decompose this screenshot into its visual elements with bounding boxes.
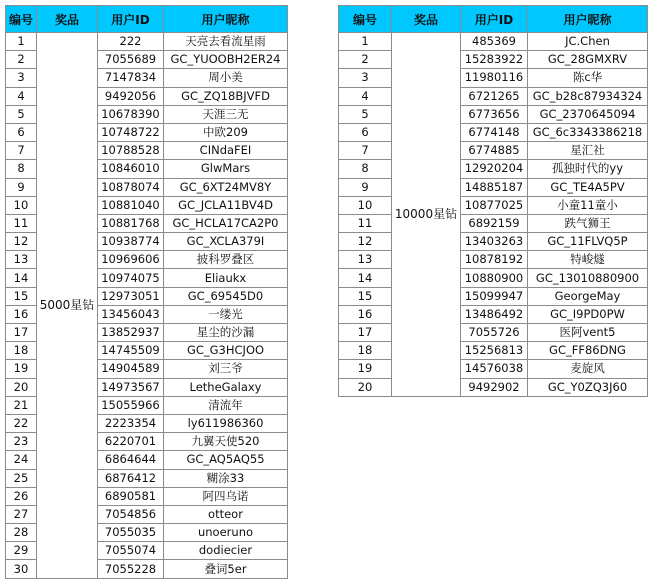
nickname-cell: 糊涂33: [164, 469, 288, 487]
row-number: 12: [339, 233, 392, 251]
nickname-cell: otteor: [164, 505, 288, 523]
row-number: 23: [6, 433, 37, 451]
header-user-id: 用户ID: [98, 6, 164, 33]
user-id-cell: 11980116: [461, 69, 528, 87]
row-number: 8: [339, 160, 392, 178]
user-id-cell: 6864644: [98, 451, 164, 469]
user-id-cell: 6220701: [98, 433, 164, 451]
table-row: [339, 305, 648, 323]
row-number: 3: [339, 69, 392, 87]
user-id-cell: 10878192: [461, 251, 528, 269]
prize-table-10000: [338, 5, 648, 397]
user-id-cell: 14576038: [461, 360, 528, 378]
user-id-cell: 6774148: [461, 123, 528, 141]
row-number: 2: [339, 51, 392, 69]
nickname-cell: GC_HCLA17CA2P0: [164, 214, 288, 232]
table-row: [339, 142, 648, 160]
user-id-cell: 7055035: [98, 524, 164, 542]
user-id-cell: 10788528: [98, 142, 164, 160]
row-number: 8: [6, 160, 37, 178]
header-prize: 奖品: [392, 6, 461, 33]
nickname-cell: GC_28GMXRV: [528, 51, 648, 69]
nickname-cell: GC_G3HCJOO: [164, 342, 288, 360]
nickname-cell: GC_ZQ18BJVFD: [164, 87, 288, 105]
row-number: 19: [6, 360, 37, 378]
user-id-cell: 7055074: [98, 542, 164, 560]
nickname-cell: 刘三爷: [164, 360, 288, 378]
header-no: 编号: [6, 6, 37, 33]
row-number: 26: [6, 487, 37, 505]
row-number: 21: [6, 396, 37, 414]
nickname-cell: 天亮去看流星雨: [164, 33, 288, 51]
nickname-cell: GC_69545D0: [164, 287, 288, 305]
prize-cell: 10000星钻: [392, 33, 461, 397]
user-id-cell: 6890581: [98, 487, 164, 505]
row-number: 16: [6, 305, 37, 323]
row-number: 13: [6, 251, 37, 269]
row-number: 1: [339, 33, 392, 51]
table-row: [339, 342, 648, 360]
row-number: 11: [6, 214, 37, 232]
nickname-cell: 天涯三无: [164, 105, 288, 123]
row-number: 24: [6, 451, 37, 469]
nickname-cell: 医阿vent5: [528, 324, 648, 342]
header-user-id: 用户ID: [461, 6, 528, 33]
user-id-cell: 14973567: [98, 378, 164, 396]
user-id-cell: 222: [98, 33, 164, 51]
user-id-cell: 10878074: [98, 178, 164, 196]
table-row: [339, 69, 648, 87]
header-nickname: 用户昵称: [164, 6, 288, 33]
nickname-cell: 叠词5er: [164, 560, 288, 578]
user-id-cell: 15055966: [98, 396, 164, 414]
user-id-cell: 7054856: [98, 505, 164, 523]
nickname-cell: GC_JCLA11BV4D: [164, 196, 288, 214]
row-number: 6: [6, 123, 37, 141]
nickname-cell: 阿四乌诺: [164, 487, 288, 505]
table-row: [339, 360, 648, 378]
nickname-cell: GC_XCLA379I: [164, 233, 288, 251]
nickname-cell: 披科罗叠区: [164, 251, 288, 269]
table-row: [339, 251, 648, 269]
user-id-cell: 6892159: [461, 214, 528, 232]
user-id-cell: 10938774: [98, 233, 164, 251]
nickname-cell: dodiecier: [164, 542, 288, 560]
nickname-cell: 跌气狮王: [528, 214, 648, 232]
nickname-cell: GC_AQ5AQ55: [164, 451, 288, 469]
row-number: 10: [6, 196, 37, 214]
nickname-cell: GC_Y0ZQ3J60: [528, 378, 648, 396]
user-id-cell: 485369: [461, 33, 528, 51]
nickname-cell: GC_FF86DNG: [528, 342, 648, 360]
row-number: 18: [339, 342, 392, 360]
nickname-cell: GC_YUOOBH2ER24: [164, 51, 288, 69]
user-id-cell: 13852937: [98, 324, 164, 342]
table-row: [339, 233, 648, 251]
user-id-cell: 15283922: [461, 51, 528, 69]
row-number: 18: [6, 342, 37, 360]
nickname-cell: GC_2370645094: [528, 105, 648, 123]
row-number: 2: [6, 51, 37, 69]
user-id-cell: 6721265: [461, 87, 528, 105]
table-header-row: [6, 6, 288, 33]
row-number: 10: [339, 196, 392, 214]
user-id-cell: 13456043: [98, 305, 164, 323]
row-number: 25: [6, 469, 37, 487]
table-header-row: [339, 6, 648, 33]
prize-cell: 5000星钻: [37, 33, 98, 579]
user-id-cell: 10877025: [461, 196, 528, 214]
nickname-cell: GlwMars: [164, 160, 288, 178]
row-number: 16: [339, 305, 392, 323]
user-id-cell: 9492902: [461, 378, 528, 396]
nickname-cell: GC_11FLVQ5P: [528, 233, 648, 251]
user-id-cell: 9492056: [98, 87, 164, 105]
nickname-cell: 星尘的沙漏: [164, 324, 288, 342]
row-number: 30: [6, 560, 37, 578]
nickname-cell: 周小美: [164, 69, 288, 87]
table-row: [339, 123, 648, 141]
nickname-cell: 星汇社: [528, 142, 648, 160]
nickname-cell: CINdaFEI: [164, 142, 288, 160]
table-row: [6, 33, 288, 51]
table-row: [339, 87, 648, 105]
nickname-cell: unoeruno: [164, 524, 288, 542]
nickname-cell: GC_6XT24MV8Y: [164, 178, 288, 196]
user-id-cell: 14885187: [461, 178, 528, 196]
nickname-cell: GC_13010880900: [528, 269, 648, 287]
nickname-cell: Eliaukx: [164, 269, 288, 287]
prize-table-5000: [5, 5, 288, 579]
row-number: 4: [339, 87, 392, 105]
user-id-cell: 14904589: [98, 360, 164, 378]
nickname-cell: 一缕光: [164, 305, 288, 323]
row-number: 20: [6, 378, 37, 396]
user-id-cell: 10881040: [98, 196, 164, 214]
table-row: [339, 178, 648, 196]
nickname-cell: 清流年: [164, 396, 288, 414]
user-id-cell: 10974075: [98, 269, 164, 287]
table-row: [339, 214, 648, 232]
nickname-cell: JC.Chen: [528, 33, 648, 51]
user-id-cell: 10678390: [98, 105, 164, 123]
table-row: [339, 105, 648, 123]
row-number: 6: [339, 123, 392, 141]
nickname-cell: 陈c华: [528, 69, 648, 87]
row-number: 17: [339, 324, 392, 342]
row-number: 4: [6, 87, 37, 105]
user-id-cell: 10846010: [98, 160, 164, 178]
row-number: 29: [6, 542, 37, 560]
user-id-cell: 14745509: [98, 342, 164, 360]
nickname-cell: GC_I9PD0PW: [528, 305, 648, 323]
table-row: [339, 287, 648, 305]
user-id-cell: 15099947: [461, 287, 528, 305]
user-id-cell: 10969606: [98, 251, 164, 269]
row-number: 5: [339, 105, 392, 123]
user-id-cell: 12973051: [98, 287, 164, 305]
row-number: 7: [6, 142, 37, 160]
row-number: 1: [6, 33, 37, 51]
row-number: 9: [6, 178, 37, 196]
user-id-cell: 12920204: [461, 160, 528, 178]
nickname-cell: ly611986360: [164, 414, 288, 432]
user-id-cell: 15256813: [461, 342, 528, 360]
nickname-cell: LetheGalaxy: [164, 378, 288, 396]
table-row: [339, 378, 648, 396]
table-row: [339, 160, 648, 178]
row-number: 3: [6, 69, 37, 87]
user-id-cell: 2223354: [98, 414, 164, 432]
row-number: 22: [6, 414, 37, 432]
table-row: [339, 196, 648, 214]
nickname-cell: 孤独时代的yy: [528, 160, 648, 178]
nickname-cell: 九翼天使520: [164, 433, 288, 451]
table-row: [339, 33, 648, 51]
row-number: 11: [339, 214, 392, 232]
row-number: 5: [6, 105, 37, 123]
user-id-cell: 7055689: [98, 51, 164, 69]
header-prize: 奖品: [37, 6, 98, 33]
header-no: 编号: [339, 6, 392, 33]
row-number: 15: [6, 287, 37, 305]
user-id-cell: 10748722: [98, 123, 164, 141]
row-number: 28: [6, 524, 37, 542]
nickname-cell: GC_b28c87934324: [528, 87, 648, 105]
row-number: 17: [6, 324, 37, 342]
nickname-cell: GC_6c3343386218: [528, 123, 648, 141]
user-id-cell: 7147834: [98, 69, 164, 87]
table-row: [339, 269, 648, 287]
user-id-cell: 6774885: [461, 142, 528, 160]
user-id-cell: 13486492: [461, 305, 528, 323]
row-number: 20: [339, 378, 392, 396]
user-id-cell: 13403263: [461, 233, 528, 251]
row-number: 15: [339, 287, 392, 305]
row-number: 14: [339, 269, 392, 287]
table-row: [339, 51, 648, 69]
nickname-cell: 特峻燧: [528, 251, 648, 269]
row-number: 19: [339, 360, 392, 378]
row-number: 7: [339, 142, 392, 160]
nickname-cell: GeorgeMay: [528, 287, 648, 305]
row-number: 12: [6, 233, 37, 251]
user-id-cell: 6773656: [461, 105, 528, 123]
user-id-cell: 6876412: [98, 469, 164, 487]
row-number: 13: [339, 251, 392, 269]
nickname-cell: 小童11童小: [528, 196, 648, 214]
table-row: [339, 324, 648, 342]
row-number: 9: [339, 178, 392, 196]
nickname-cell: 麦旋风: [528, 360, 648, 378]
row-number: 14: [6, 269, 37, 287]
nickname-cell: 中欧209: [164, 123, 288, 141]
header-nickname: 用户昵称: [528, 6, 648, 33]
row-number: 27: [6, 505, 37, 523]
nickname-cell: GC_TE4A5PV: [528, 178, 648, 196]
user-id-cell: 10881768: [98, 214, 164, 232]
user-id-cell: 7055726: [461, 324, 528, 342]
user-id-cell: 7055228: [98, 560, 164, 578]
user-id-cell: 10880900: [461, 269, 528, 287]
